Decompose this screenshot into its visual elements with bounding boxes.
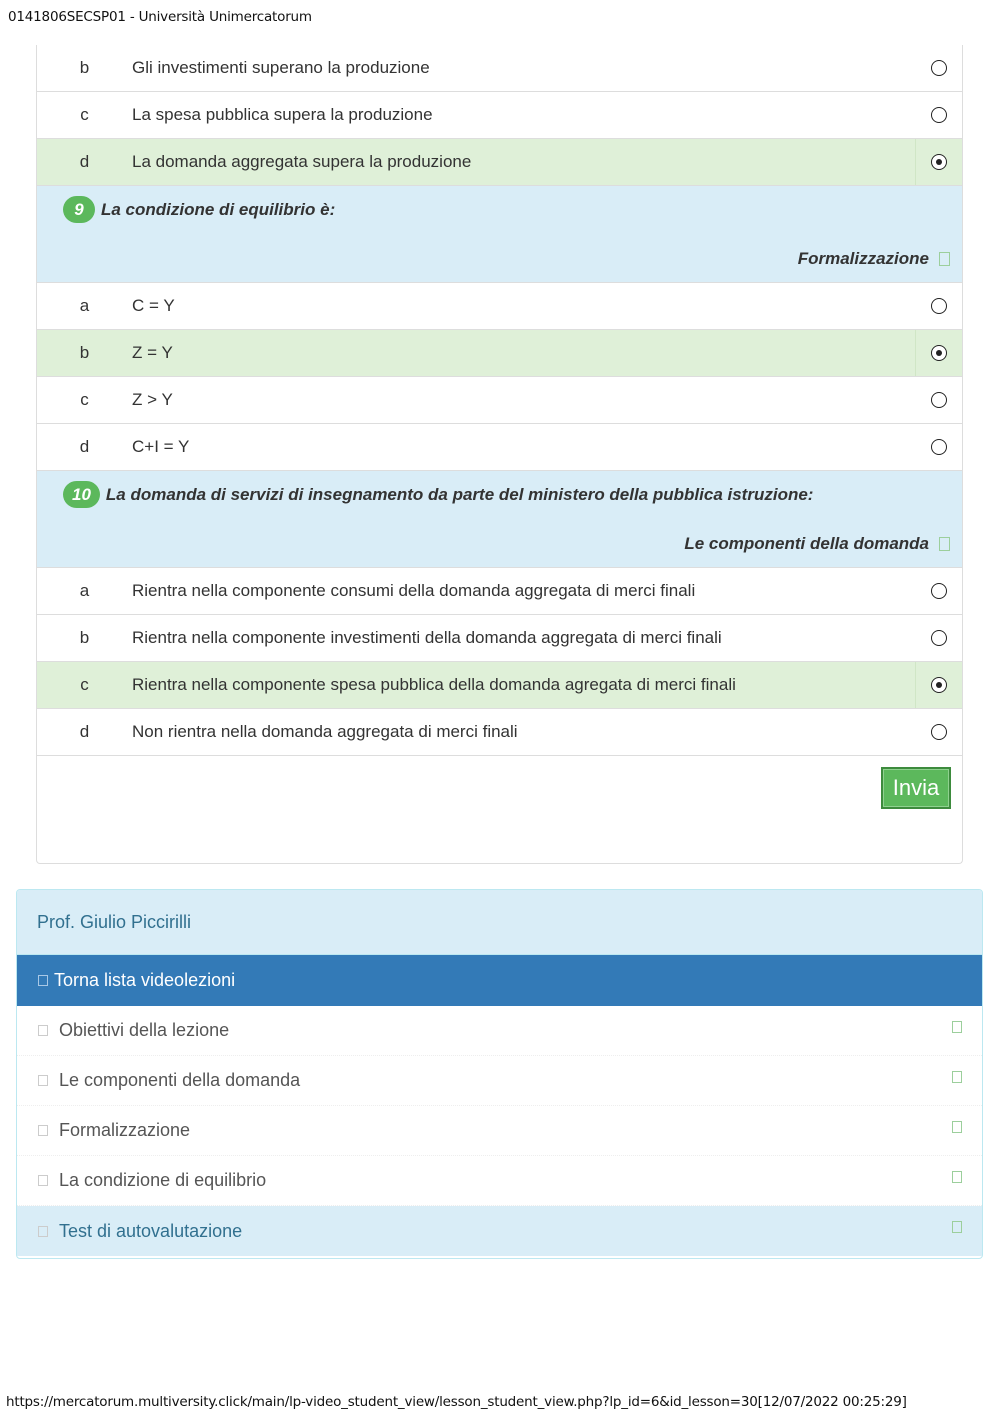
question-topic-link[interactable] xyxy=(684,534,950,554)
lesson-item-self-test[interactable] xyxy=(17,1206,982,1256)
radio-icon[interactable] xyxy=(931,439,947,455)
question-topic-link[interactable] xyxy=(798,249,950,269)
lesson-icon xyxy=(38,1226,48,1237)
answer-letter: c xyxy=(80,390,89,409)
radio-icon[interactable] xyxy=(931,107,947,123)
submit-area xyxy=(37,756,962,864)
question-text: La domanda di servizi di insegnamento da parte del ministero della pubblica istruzione: xyxy=(105,484,814,504)
answer-text: Z > Y xyxy=(132,390,173,409)
topic-link-icon[interactable] xyxy=(939,537,950,551)
lesson-item-formalization[interactable] xyxy=(17,1106,982,1156)
radio-icon[interactable] xyxy=(931,154,947,170)
answer-row-q9-b[interactable] xyxy=(37,330,962,377)
answer-letter: d xyxy=(79,152,90,171)
question-number-badge: 9 xyxy=(63,196,95,223)
answer-text: La domanda aggregata supera la produzione xyxy=(132,152,472,171)
answer-row-q9-c[interactable] xyxy=(37,377,962,424)
lesson-icon xyxy=(38,1075,48,1086)
lesson-label: Le componenti della domanda xyxy=(59,1070,301,1090)
back-to-video-list[interactable] xyxy=(17,955,982,1006)
question-topic-label: Formalizzazione xyxy=(797,249,929,268)
answer-letter: b xyxy=(79,628,90,647)
answer-text: Rientra nella componente spesa pubblica della domanda agregata di merci finali xyxy=(132,675,736,694)
answer-letter: c xyxy=(80,675,89,694)
answer-row-q8-d[interactable] xyxy=(37,139,962,186)
answer-letter: b xyxy=(79,343,90,362)
answer-row-q8-b[interactable] xyxy=(37,45,962,92)
question-9 xyxy=(37,186,962,283)
radio-icon[interactable] xyxy=(931,724,947,740)
answer-letter: d xyxy=(79,437,90,456)
lesson-item-objectives[interactable] xyxy=(17,1006,982,1056)
lesson-item-demand-components[interactable] xyxy=(17,1056,982,1106)
teacher-name: Prof. Giulio Piccirilli xyxy=(17,890,982,955)
answer-row-q8-c[interactable] xyxy=(37,92,962,139)
answer-row-q9-a[interactable] xyxy=(37,283,962,330)
lesson-navigation-panel xyxy=(16,889,983,1259)
print-header: 0141806SECSP01 - Università Unimercatorum xyxy=(8,9,312,25)
lesson-icon xyxy=(38,1175,48,1186)
answer-text: C+I = Y xyxy=(132,437,190,456)
answer-letter: d xyxy=(79,722,90,741)
answer-text: La spesa pubblica supera la produzione xyxy=(132,105,433,124)
quiz-panel xyxy=(36,45,963,864)
answer-row-q9-d[interactable] xyxy=(37,424,962,471)
radio-icon[interactable] xyxy=(931,345,947,361)
radio-icon[interactable] xyxy=(931,392,947,408)
answer-text: Rientra nella componente consumi della domanda aggregata di merci finali xyxy=(132,581,696,600)
lesson-label: Test di autovalutazione xyxy=(59,1220,243,1241)
question-number-badge: 10 xyxy=(63,481,100,508)
radio-icon[interactable] xyxy=(931,583,947,599)
answer-letter: c xyxy=(80,105,89,124)
radio-icon[interactable] xyxy=(931,677,947,693)
answer-text: Rientra nella componente investimenti della domanda aggregata di merci finali xyxy=(132,628,722,647)
question-10 xyxy=(37,471,962,568)
lesson-label: La condizione di equilibrio xyxy=(59,1170,267,1190)
answer-text: Z = Y xyxy=(132,343,173,362)
back-icon xyxy=(38,975,48,986)
question-topic-label: Le componenti della domanda xyxy=(684,534,929,553)
answer-letter: a xyxy=(79,581,90,600)
check-icon xyxy=(952,1071,962,1083)
radio-icon[interactable] xyxy=(931,298,947,314)
question-text: La condizione di equilibrio è: xyxy=(101,199,336,219)
answer-row-q10-b[interactable] xyxy=(37,615,962,662)
lesson-icon xyxy=(38,1025,48,1036)
lesson-label: Obiettivi della lezione xyxy=(59,1020,230,1040)
lesson-icon xyxy=(38,1125,48,1136)
answer-letter: b xyxy=(79,58,90,77)
answer-letter: a xyxy=(79,296,90,315)
submit-button[interactable]: Invia xyxy=(881,767,951,809)
answer-text: Non rientra nella domanda aggregata di merci finali xyxy=(132,722,518,741)
radio-icon[interactable] xyxy=(931,60,947,76)
answer-row-q10-d[interactable] xyxy=(37,709,962,756)
topic-link-icon[interactable] xyxy=(939,252,950,266)
check-icon xyxy=(952,1221,962,1233)
lesson-item-equilibrium[interactable] xyxy=(17,1156,982,1206)
lesson-label: Formalizzazione xyxy=(59,1120,191,1140)
print-footer: https://mercatorum.multiversity.click/main/lp-video_student_view/lesson_student_view.php?lp_id=6&id_lesson=30[12/07/2022 00:25:29] xyxy=(6,1394,907,1410)
check-icon xyxy=(952,1171,962,1183)
answer-row-q10-a[interactable] xyxy=(37,568,962,615)
answer-text: C = Y xyxy=(132,296,175,315)
answer-text: Gli investimenti superano la produzione xyxy=(132,58,430,77)
check-icon xyxy=(952,1021,962,1033)
answer-row-q10-c[interactable] xyxy=(37,662,962,709)
radio-icon[interactable] xyxy=(931,630,947,646)
check-icon xyxy=(952,1121,962,1133)
back-label: Torna lista videolezioni xyxy=(54,970,236,990)
